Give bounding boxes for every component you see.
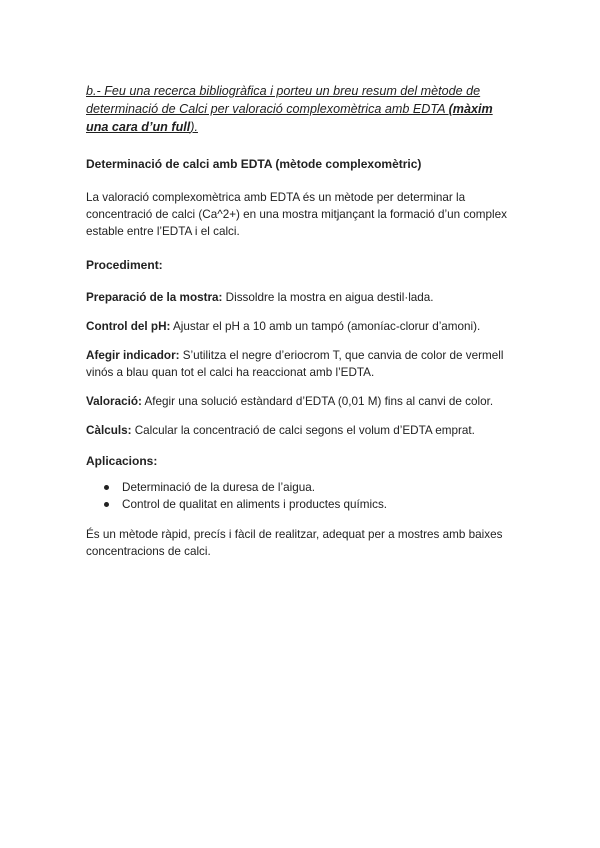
question-end: ). (190, 120, 198, 134)
applications-list (86, 479, 516, 513)
step-label: Càlculs: (86, 424, 132, 437)
step-text: S’utilitza el negre d’eriocrom T, que canvia de color de vermell vinós a blau quan tot el calci ha reaccionat amb l’EDTA. (86, 349, 504, 379)
step-text: Afegir una solució estàndard d’EDTA (0,01 M) fins al canvi de color. (141, 395, 494, 408)
step-label: Control del pH: (86, 320, 171, 333)
procedure-step (86, 289, 516, 306)
bullet-icon (104, 485, 109, 490)
step-text: Calcular la concentració de calci segons el volum d’EDTA emprat. (131, 424, 475, 437)
step-label: Valoració: (86, 395, 142, 408)
list-item-text: Determinació de la duresa de l’aigua. (122, 481, 315, 494)
procedure-step (86, 393, 516, 410)
step-label: Afegir indicador: (86, 349, 180, 362)
question-text: b.- Feu una recerca bibliogràfica i porteu un breu resum del mètode de determinació de Calci per valoració complexomètrica amb EDTA (86, 84, 481, 116)
conclusion-paragraph: És un mètode ràpid, precís i fàcil de realitzar, adequat per a mostres amb baixes concentracions de calci. (86, 528, 503, 558)
list-item (86, 479, 516, 496)
step-label: Preparació de la mostra: (86, 291, 223, 304)
bullet-icon (104, 502, 109, 507)
procedure-step (86, 422, 516, 439)
procedure-title: Procediment: (86, 258, 163, 272)
procedure-step (86, 347, 516, 381)
list-item (86, 496, 516, 513)
applications-title: Aplicacions: (86, 454, 158, 468)
list-item-text: Control de qualitat en aliments i productes químics. (122, 498, 388, 511)
document-content (86, 82, 516, 577)
question-length-note: (màxim una cara d’un full (86, 102, 493, 134)
procedure-step (86, 318, 516, 335)
step-text: Ajustar el pH a 10 amb un tampó (amoníac-clorur d’amoni). (170, 320, 481, 333)
intro-paragraph: La valoració complexomètrica amb EDTA és un mètode per determinar la concentració de calci (Ca^2+) en una mostra mitjançant la formació d’un complex estable entre l’EDTA i el calci. (86, 191, 507, 238)
document-heading: Determinació de calci amb EDTA (mètode complexomètric) (86, 157, 422, 171)
step-text: Dissoldre la mostra en aigua destil·lada. (222, 291, 434, 304)
assignment-question (86, 82, 516, 136)
